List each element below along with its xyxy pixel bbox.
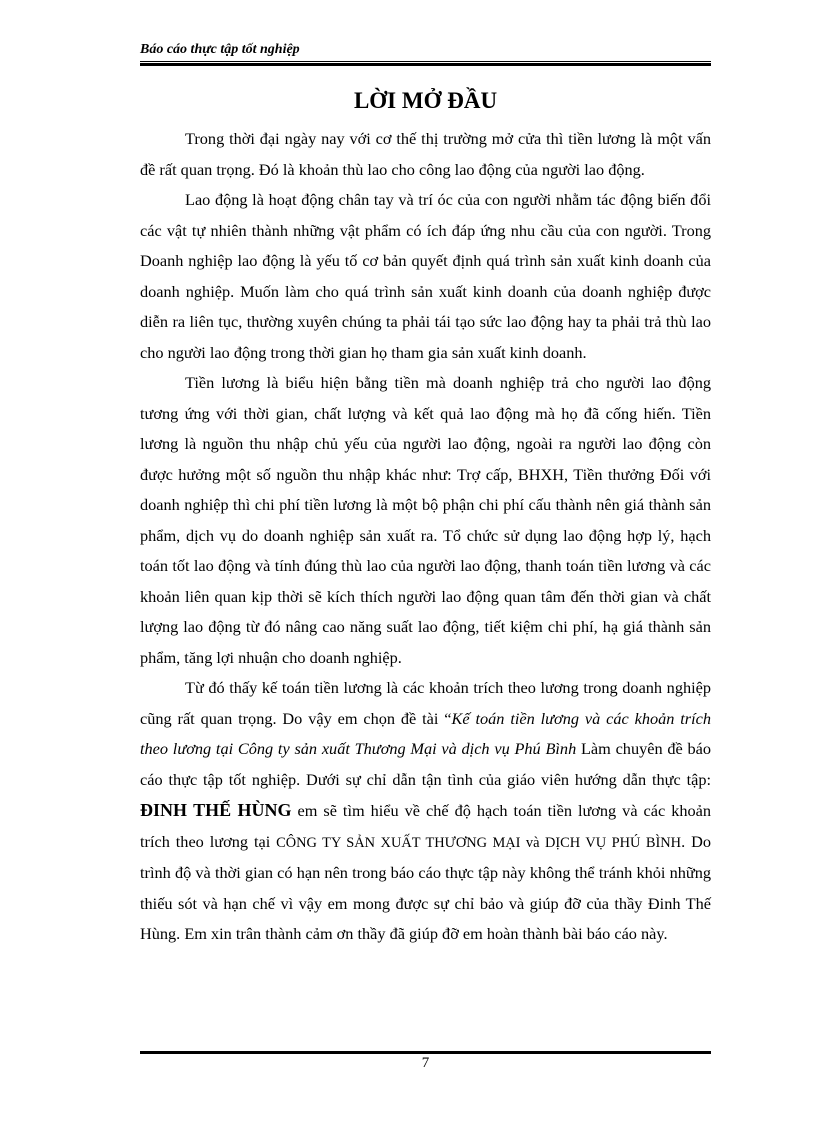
paragraph-4-intro: Từ đó thấy kế toán tiền lương là các khoản trích theo lương trong doanh nghiệp cũng rất quan trọng. Do vậy em chọn đề tài “ — [140, 678, 711, 728]
paragraph-4-closing: . Do trình độ và thời gian có hạn nên trong báo cáo thực tập này không thể tránh khỏi những thiếu sót và hạn chế vì vậy em mong được sự chỉ bảo và giúp đỡ của thầy Đinh Thế Hùng. Em xin trân thành cảm ơn thầy đã giúp đỡ em hoàn thành bài báo cáo này. — [140, 831, 711, 943]
company-name: CÔNG TY SẢN XUẤT THƯƠNG MẠI và DỊCH VỤ PHÚ BÌNH — [276, 834, 682, 851]
header-title: Báo cáo thực tập tốt nghiệp — [140, 42, 300, 57]
page-number: 7 — [421, 1055, 430, 1071]
header-rule-thin — [140, 61, 711, 62]
paragraph-4-study: em sẽ tìm hiểu về chế độ hạch toán tiền lương và các khoản trích theo lương tại — [140, 801, 711, 851]
document-title: LỜI MỞ ĐẦU — [353, 88, 498, 113]
paragraph-2: Lao động là hoạt động chân tay và trí óc của con người nhằm tác động biến đổi các vật tự nhiên thành những vật phẩm có ích đáp ứng nhu cầu của con người. Trong Doanh nghiệp lao động là yếu tố cơ bản quyết định quá trình sản xuất kinh doanh của doanh nghiệp. Muốn làm cho quá trình sản xuất kinh doanh của doanh nghiệp được diễn ra liên tục, thường xuyên chúng ta phải tái tạo sức lao động hay ta phải trả thù lao cho người lao động trong thời gian họ tham gia sản xuất kinh doanh. — [140, 190, 711, 362]
paragraph-4 — [140, 673, 711, 950]
paragraph-3: Tiền lương là biểu hiện bằng tiền mà doanh nghiệp trả cho người lao động tương ứng với thời gian, chất lượng và kết quả lao động mà họ đã cống hiến. Tiền lương là nguồn thu nhập chủ yếu của người lao động, ngoài ra người lao động còn được hưởng một số nguồn thu nhập khác như: Trợ cấp, BHXH, Tiền thưởng Đối với doanh nghiệp thì chi phí tiền lương là một bộ phận chi phí cấu thành nên giá thành sản phẩm, dịch vụ do doanh nghiệp sản xuất ra. Tổ chức sử dụng lao động hợp lý, hạch toán tốt lao động và tính đúng thù lao của người lao động, thanh toán tiền lương và các khoản liên quan kịp thời sẽ kích thích người lao động quan tâm đến thời gian và chất lượng lao động từ đó nâng cao năng suất lao động, tiết kiệm chi phí, hạ giá thành sản phẩm, tăng lợi nhuận cho doanh nghiệp. — [140, 373, 711, 667]
thesis-topic: Kế toán tiền lương và các khoản trích theo lương tại Công ty sản xuất Thương Mại và dịch vụ Phú Bình — [140, 708, 712, 758]
paragraph-1: Trong thời đại ngày nay với cơ thế thị trường mở cửa thì tiền lương là một vấn đề rất quan trọng. Đó là khoản thù lao cho công lao động của người lao động. — [140, 129, 711, 179]
teacher-name: ĐINH THẾ HÙNG — [140, 800, 292, 820]
page-header — [140, 41, 711, 59]
paragraph-4-guidance: Làm chuyên đề báo cáo thực tập tốt nghiệp. Dưới sự chỉ dẫn tận tình của giáo viên hướng dẫn thực tập: — [140, 739, 711, 789]
document-body — [140, 124, 711, 950]
header-rule-thick — [140, 63, 711, 66]
